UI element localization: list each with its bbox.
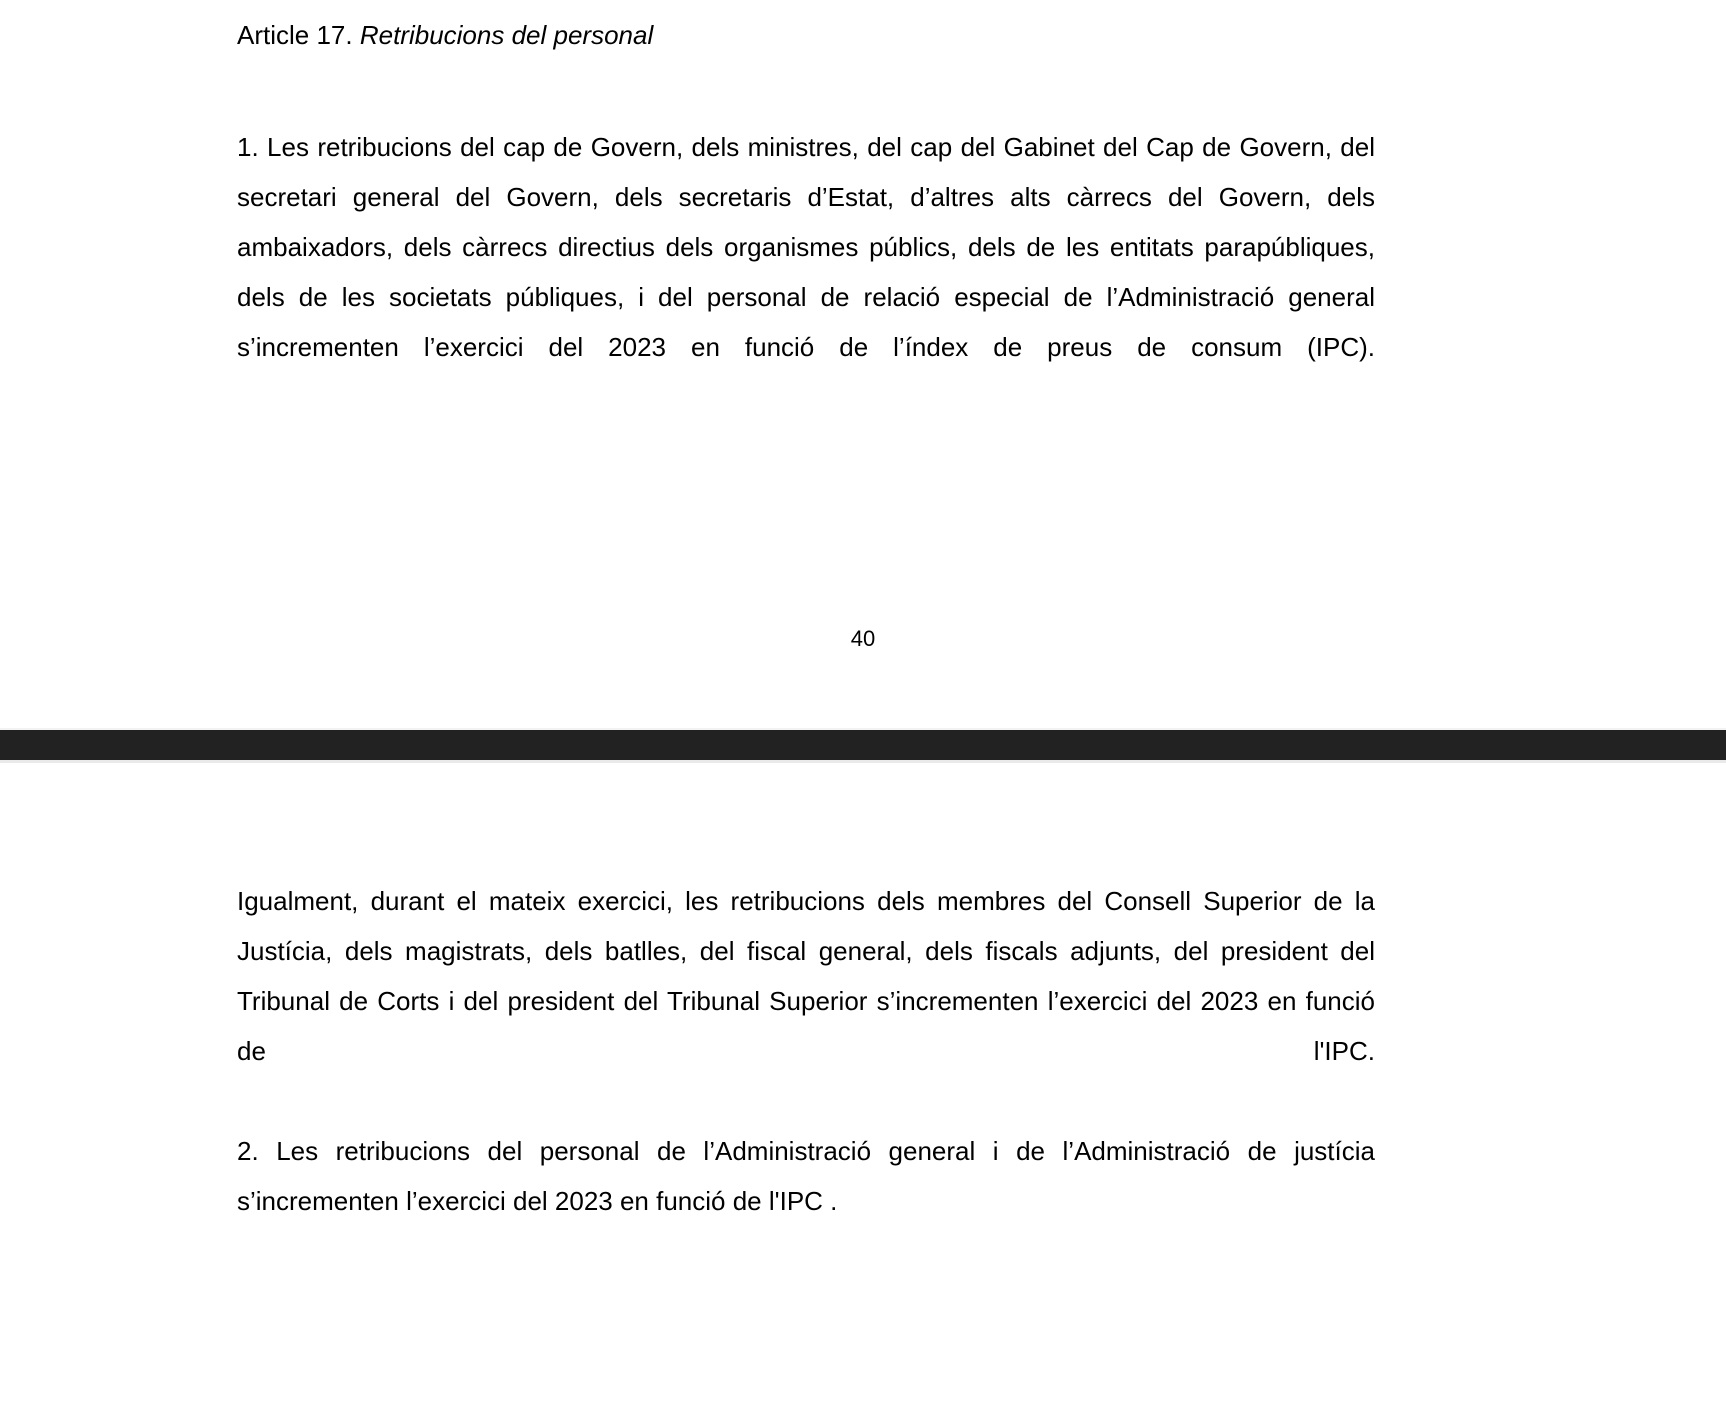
page-sheet-41 — [0, 763, 1726, 1409]
article-heading-title: Retribucions del personal — [359, 20, 654, 50]
page-number-value: 40 — [850, 626, 876, 651]
paragraph-1: 1. Les retribucions del cap de Govern, dels ministres, del cap del Gabinet del Cap de Govern, del secretari general del Govern, dels secretaris d’Estat, d’altres alts càrrecs del Govern, dels ambaixadors, dels càrrecs directius dels organismes públics, dels de les entitats parapúbliques, dels de les societats públiques, i del personal de relació especial de l’Administració general s’incrementen l’exercici del 2023 en funció de l’índex de preus de consum (IPC). — [237, 132, 1375, 362]
paragraph-2: 2. Les retribucions del personal de l’Administració general i de l’Administració de justícia s’incrementen l’exercici del 2023 en funció de l'IPC . — [237, 1136, 1375, 1216]
paragraph-2-block — [237, 1126, 1375, 1226]
article-heading — [237, 18, 1375, 52]
paragraph-1-block — [237, 122, 1375, 422]
paragraph-igualment-block — [237, 876, 1375, 1126]
page-number-40 — [0, 625, 1726, 653]
paragraph-igualment: Igualment, durant el mateix exercici, les retribucions dels membres del Consell Superior de la Justícia, dels magistrats, dels batlles, del fiscal general, dels fiscals adjunts, del president del Tribunal de Corts i del president del Tribunal Superior s’incrementen l’exercici del 2023 en funció de l'IPC. — [237, 886, 1375, 1066]
article-heading-block — [237, 18, 1375, 52]
page-break-band — [0, 730, 1726, 760]
article-heading-prefix: Article 17. — [237, 20, 353, 50]
